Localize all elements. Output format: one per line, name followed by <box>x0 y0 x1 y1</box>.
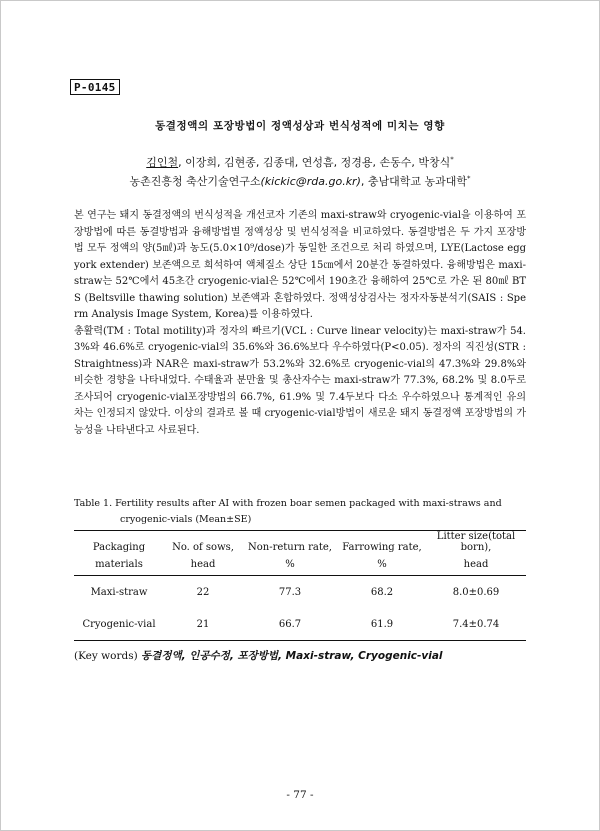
lead-author: 김인철 <box>146 156 179 169</box>
page-number: - 77 - <box>286 789 314 801</box>
abstract-paragraph-results: 총활력(TM : Total motility)과 정자의 빠르기(VCL : Curve linear velocity)는 maxi-straw가 54.3%와 46.6%로 cryogenic-vial의 35.6%와 36.6%보다 우수하였다(P<0.05). 정자의 직진성(STR : Straightness)과 NAR은 maxi-straw가 53.2%와 32.6%로 cryogenic-vial의 47.3%와 29.8%와 비슷한 경향을 나타내었다. 수태율과 분만율 및 총산자수는 maxi-straw가 77.3%, 68.2% 및 8.0두로 조사되어 cryogenic-vial포장방법의 66.7%, 61.9% 및 7.4두보다 다소 우수하였으나 통계적인 유의차는 인정되지 않았다. 이상의 결과로 볼 때 cryogenic-vial방법이 새로운 돼지 동결정액 포장방법의 가능성을 나타낸다고 사료된다. <box>74 325 526 436</box>
table-cell: 21 <box>164 608 242 641</box>
table-cell: 77.3 <box>278 586 302 598</box>
table-caption <box>74 496 526 528</box>
author-line <box>0 154 600 170</box>
table-cell: 61.9 <box>338 608 426 641</box>
poster-id-badge: P-0145 <box>70 79 120 95</box>
table-row <box>74 576 526 609</box>
table-caption-line-2: cryogenic-vials (Mean±SE) <box>120 514 252 525</box>
table-header-cell: materials <box>74 553 164 576</box>
abstract-body <box>74 208 526 439</box>
co-authors: , 이장희, 김현종, 김종대, 연성흠, 정경용, 손동수, 박창식 <box>178 156 451 169</box>
affiliation-line <box>0 173 600 189</box>
table-header-cell: head <box>426 553 526 576</box>
affiliation-suffix: , 충남대학교 농과대학 <box>360 175 467 188</box>
table-cell: 68.2 <box>370 586 394 598</box>
table-cell: 66.7 <box>242 608 338 641</box>
affiliation-mark: * <box>467 174 471 183</box>
table-cell: Cryogenic-vial <box>74 608 164 641</box>
table-cell: 22 <box>196 586 210 598</box>
table-header-cell: % <box>242 553 338 576</box>
table-header-cell: head <box>164 553 242 576</box>
table-header-cell: No. of sows, <box>164 531 242 554</box>
keywords-line <box>74 648 526 663</box>
contact-email: (kickic@rda.go.kr) <box>260 175 361 188</box>
fertility-table <box>74 530 526 641</box>
affiliation-prefix: 농촌진흥청 축산기술연구소 <box>129 175 261 188</box>
table-cell: 7.4±0.74 <box>426 608 526 641</box>
table-header-row <box>74 531 526 554</box>
table-header-cell: Packaging <box>74 531 164 554</box>
table-cell: Maxi-straw <box>90 586 148 598</box>
table-header-row <box>74 553 526 576</box>
table-header-cell: Litter size(total born), <box>426 531 526 554</box>
author-mark: * <box>450 155 454 164</box>
table-header-cell: Farrowing rate, <box>338 531 426 554</box>
table-header-cell: % <box>338 553 426 576</box>
table-caption-line-1: Table 1. Fertility results after AI with frozen boar semen packaged with maxi-straws and <box>74 498 502 509</box>
table-header-cell: Non-return rate, <box>242 531 338 554</box>
abstract-paragraph-methods: 본 연구는 돼지 동결정액의 번식성적을 개선코자 기존의 maxi-straw와 cryogenic-vial을 이용하여 포장방법에 따른 동결방법과 융해방법별 정액성상 및 번식성적을 비교하였다. 동결방법은 두 가지 포장방법 모두 정액의 양(5㎖)과 농도(5.0×10⁹/dose)가 동일한 조건으로 처리 하였으며, LYE(Lactose egg york extender) 보존액으로 희석하여 액체질소 상단 15㎝에서 20분간 동결하였다. 융해방법은 maxi-straw는 52℃에서 45초간 cryogenic-vial은 52℃에서 190초간 융해하여 25℃로 가온 된 80㎖ BTS (Beltsville thawing solution) 보존액과 혼합하였다. 정액성상검사는 정자자동분석기(SAIS : Sperm Analysis Image System, Korea)를 이용하였다. <box>74 210 526 320</box>
keywords-label: (Key words) <box>74 650 138 662</box>
keywords-terms: 동결정액, 인공수정, 포장방법, Maxi-straw, Cryogenic-vial <box>141 650 443 662</box>
paper-title: 동결정액의 포장방법이 정액성상과 번식성적에 미치는 영향 <box>155 120 445 132</box>
table-cell: 8.0±0.69 <box>452 586 500 598</box>
table-row <box>74 608 526 641</box>
